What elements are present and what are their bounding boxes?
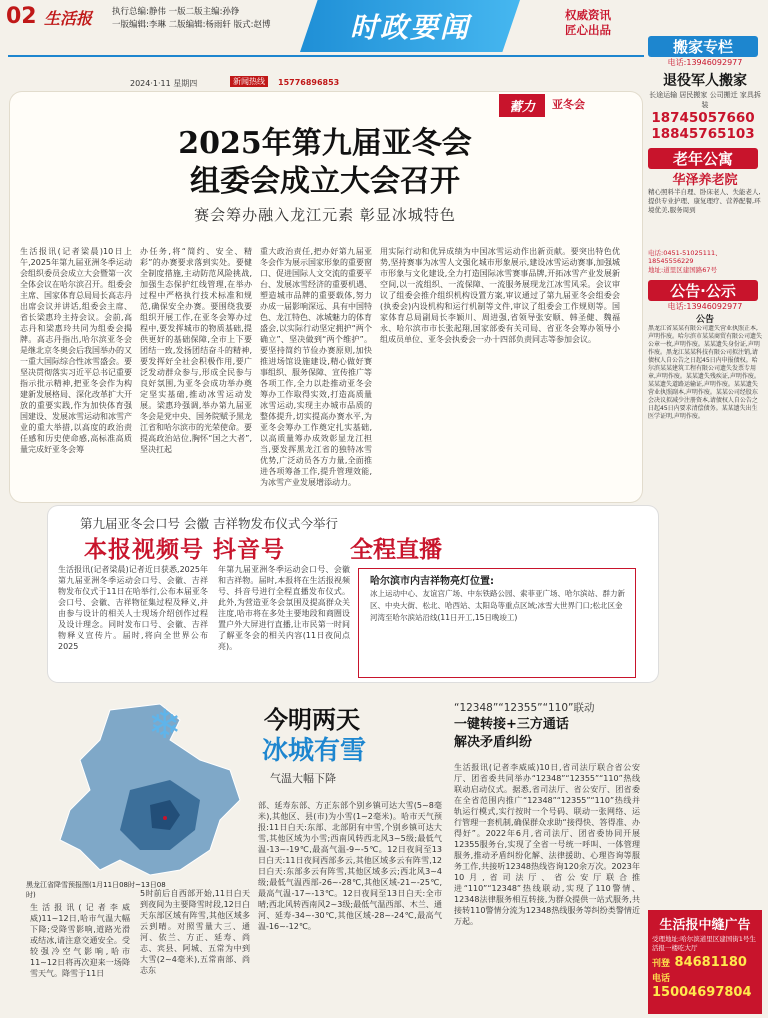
bottom-ad-phone-1: 84681180 bbox=[674, 955, 747, 970]
weather-col-3: 部、延寿东部、方正东部个别乡镇可达大雪(5~8毫米),其他区、县(市)为小雪(1~2毫米)。哈市天气预报:11日白天:东部、北部阴有中雪,个别乡镇可达大雪,其他区域为小雪;西南风转西北风3~5级;最低气温-13~-19℃,最高气温-9~-5℃。12日夜间至13日白天:11日夜间西部多云,其他区域多云有阵雪,12日白天:东部多云有阵雪,其他区域多云;西北风3~4级;最低气温西部-26~-28℃,其他区域-21~-25℃,最高气温-17~-13℃。12日夜间至13日白天:全市晴;西北风转西南风2~3级;最低气温西部、木兰、通河、延寿-34~-30℃,其他区域-28~-24℃,最高气温-16~-12℃。 bbox=[258, 801, 442, 931]
editors-line-1: 执行总编:静伟 一版二版主编:孙铮 bbox=[112, 7, 240, 17]
contact-headline-2: 解决矛盾纠纷 bbox=[454, 735, 533, 750]
header-rule bbox=[8, 55, 644, 57]
live-headline-highlight: 全程直播 bbox=[350, 537, 442, 563]
elder-address: 地址:道里区建国路67号 bbox=[648, 266, 717, 274]
notice-head: 公告 bbox=[695, 315, 714, 325]
contact-kicker: “12348”“12355”“110”联动 bbox=[454, 702, 595, 714]
lead-col-2: 办任务,将“简约、安全、精彩”的办赛要求落到实处。要健全制度措施,主动防范风险挑战,加强生态保护红线管理,在举办过程中严格执行技术标准和规范,确保安全办赛。要围绕我要组织开展工作,在亚冬会筹办过程中,要发挥城市的物质基础,提供更好的基础保障,全市上下要团结一致,发扬团结奋斗的精神,要发挥好全社会积极作用,要广泛发动群众参与,形成全民参与良好氛围,为亚冬会成功举办奠定坚实基础,推动冰雪运动发展。梁惠玲强调,举办第九届亚冬会是党中央、国务院赋予黑龙江省和哈尔滨市的光荣使命。要提高政治站位,胸怀“国之大者”,坚决扛起 bbox=[140, 247, 252, 454]
lead-col-1: 生活报讯(记者梁晨)10日上午,2025年第九届亚洲冬季运动会组织委员会成立大会暨第一次全体会议在哈尔滨召开。组委会主席、国家体育总局局长高志丹出席会议并讲话,组委会主席、省长梁惠玲主持会议。会前,高志丹和梁惠玲共同为组委会揭牌。高志丹指出,哈尔滨亚冬会是继北京冬奥会后我国举办的又一重大国际综合性冰雪盛会。要坚决贯彻落实习近平总书记重要指示批示精神,把亚冬会作为构建新发展格局、深化改革扩大开放的重要实践,作为加快体育强国建设、发展冰雪运动和冰雪产业的重大举措,以高度的政治责任感和历史使命感,高标准高质量完成好亚冬会筹 bbox=[20, 247, 132, 454]
live-headline: 本报视频号 抖音号 bbox=[84, 537, 286, 563]
harbin-marker bbox=[163, 816, 167, 820]
weather-col-1: 生活报讯(记者李威威)11~12日,哈市气温大幅下降;受降雪影响,道路光滑或结冰,请注意交通安全。受较强冷空气影响,哈市11~12日将再次迎来一场降雪天气。降雪于11日 bbox=[30, 903, 130, 978]
notice-body: 黑龙江省某某有限公司遗失营业执照正本,声明作废。哈尔滨市某某商贸有限公司遗失公章一枚,声明作废。某某遗失身份证,声明作废。黑龙江某某科技有限公司拟注销,请债权人自公告之日起45日内申报债权。哈尔滨某某建筑工程有限公司遗失发票专用章,声明作废。某某遗失残疾证,声明作废。某某遗失道路运输证,声明作废。某某遗失营业执照副本,声明作废。某某公司经股东会决议拟减少注册资本,请债权人自公告之日起45日内要求清偿债务。某某遗失出生医学证明,声明作废。 bbox=[648, 325, 762, 420]
live-col-1: 生活报讯(记者梁晨)记者近日获悉,2025年第九届亚洲冬季运动会口号、会徽、吉祥物发布仪式于11日在哈举行,公布本届亚冬会口号、会徽、吉祥物征集过程及释义,并由参与设计的相关人士现场介绍创作过程及设计理念。同时发布口号、会徽、吉祥物释义宣传片。届时,将向全世界公布2025 bbox=[58, 565, 208, 651]
slogan bbox=[565, 8, 611, 38]
elder-name: 华泽养老院 bbox=[672, 173, 738, 188]
elder-phone: 电话:0451-51025111、18545556229 bbox=[648, 249, 722, 265]
bottom-ad-tel-label-2: 电话 bbox=[652, 974, 671, 984]
brand-logo: 生活报 bbox=[44, 9, 93, 28]
move-phone-1: 18745057660 bbox=[651, 110, 755, 126]
weather-subtitle: 气温大幅下降 bbox=[270, 772, 336, 785]
lead-badge-sub: 亚冬会 bbox=[552, 98, 585, 111]
bottom-ad bbox=[648, 910, 762, 1014]
bottom-ad-phone-2: 15004697804 bbox=[652, 985, 752, 1000]
lead-headline-line-1: 2025年第九届亚冬会 bbox=[178, 126, 472, 161]
location-box-title: 哈尔滨市内吉祥物亮灯位置: bbox=[370, 576, 494, 587]
lead-subhead: 赛会筹办融入龙江元素 彰显冰城特色 bbox=[194, 206, 456, 224]
hotline-number: 15776896853 bbox=[278, 78, 340, 87]
move-desc: 长途运输 居民搬家 公司搬迁 家具拆装 bbox=[649, 91, 761, 109]
notice-phone: 电话:13946092977 bbox=[667, 302, 743, 311]
editors-line-2: 一版编辑:李琳 二版编辑:杨雨轩 版式:赵博 bbox=[112, 20, 271, 30]
live-kicker: 第九届亚冬会口号 会徽 吉祥物发布仪式今举行 bbox=[80, 516, 338, 531]
weather-title-1: 今明两天 bbox=[264, 706, 360, 734]
notice-title: 公告·公示 bbox=[648, 280, 758, 301]
contact-body: 生活报讯(记者李威威)10日,省司法厅联合省公安厅、团省委共同举办“12348”“12355”“110”热线联动启动仪式。据悉,省司法厅、省公安厅、团省委在全省范围内推广“12348”“12355”“110”热线并轨运行模式,实行按时一个号码、联动一张网络、运行管理一套机制,确保群众求助“接得快、答得准、办得好”。2022年6月,省司法厅、团省委协同开展12355服务台,实现了全省一号统一呼叫、一体管理服务,推动矛盾纠纷化解、法律援助、心理咨询等服务工作,共接听12348热线咨询120余万次。2023年10月,省司法厅、省公安厅联合推进“110”“12348”热线联动,实现了110警情、12348法律服务相互转接,为群众提供一站式服务,共接转110警情分流为12348热线服务等纠纷类警情近万起。 bbox=[454, 763, 640, 926]
lead-headline bbox=[60, 125, 590, 201]
ads-top-title: 搬家专栏 bbox=[648, 36, 758, 57]
elder-title: 老年公寓 bbox=[648, 148, 758, 169]
weather-col-2: 5时前后自西部开始,11日白天到夜间为主要降雪时段,12日白天东部区域有阵雪,其他区域多云到晴。对照雪量大三、通河、依兰、方正、延寿、尚志、宾县、阿城、五常为中到大雪(2~4毫米),五常南部、尚志东 bbox=[140, 889, 250, 975]
elder-desc: 精心照料半自理、卧床老人、失能老人,提供专业护理、康复理疗、营养配餐,环境优美,服务周到 bbox=[648, 188, 761, 214]
lead-col-4: 用实际行动和优异成绩为中国冰雪运动作出新贡献。要突出特色优势,坚持赛事为冰雪人文强化城市形象展示,建设冰雪运动赛事,加强城市形象与文化建设,全力打造国际冰雪赛事品牌,开拓冰雪产业发展新空间,以一流组织、一流保障、一流服务展现龙江冰雪风采。会议审议了组委会推介组织机构设置方案,审议通过了第九届亚冬会组委会(执委会)内设机构和运行机制等文件,审议了组委会工作规则等。国家体育总局副局长李颖川、周进强,省领导张安顺、韩圣健、魏福永、哈尔滨市市长张起翔,国家部委有关司局、省亚冬会筹办领导小组成员单位、亚冬会执委会一办十四部负责同志等参加会议。 bbox=[380, 247, 620, 344]
hotline-label: 新闻热线 bbox=[230, 76, 268, 87]
weather-title-2: 冰城有雪 bbox=[262, 736, 367, 766]
section-title: 时政要闻 bbox=[349, 11, 470, 44]
dateline: 2024·1·11 星期四 bbox=[130, 79, 198, 88]
lead-headline-line-2: 组委会成立大会召开 bbox=[190, 164, 460, 199]
slogan-line-1: 权威资讯 bbox=[565, 8, 611, 22]
bottom-ad-title: 生活报中缝广告 bbox=[659, 918, 751, 933]
location-box-body: 冰上运动中心、友谊宫广场、中东铁路公园、索菲亚广场、哈尔滨站、群力新区、中央大街、松北、哈西站、太阳岛等重点区域;冰雪大世界门口;松北区金河湾至哈尔滨站沿线(11日开工,15日晚竣工) bbox=[370, 589, 625, 622]
weather-map bbox=[20, 700, 250, 896]
ads-column bbox=[648, 36, 762, 1014]
contact-headline bbox=[454, 716, 569, 752]
ads-top-phone: 电话:13946092977 bbox=[667, 58, 743, 67]
editor-credits bbox=[112, 6, 271, 32]
bottom-ad-tel-label-1: 刊登 bbox=[652, 959, 671, 969]
contact-headline-1: 一键转接+三方通话 bbox=[454, 717, 569, 732]
lead-col-3: 重大政治责任,把办好第九届亚冬会作为展示国家形象的重要窗口、促进国际人文交流的重要平台、发展冰雪经济的重要机遇、塑造城市品牌的重要载体,努力办成一届影响深远、具有中国特色、龙江特色、冰城魅力的体育盛会,以实际行动坚定拥护“两个确立”、坚决做到“两个维护”。要坚持简约节俭办赛原则,加快推进场馆设施建设,精心做好赛事组织、服务保障、宣传推广等各项工作,全力以赴推动亚冬会筹办工作取得实效,打造高质量冰雪运动,实现主办城市品质的整体提升,切实提高办赛水平,为亚冬会筹办工作奠定扎实基础,以高质量筹办成效彰显龙江担当,要发挥黑龙江省的独特冰雪优势,广泛动员各方力量,全面推进各项筹备工作,提升管理效能,为冰雪产业发展增添动力。 bbox=[260, 247, 372, 487]
bottom-ad-address: 受理地址:哈尔滨道里区建国街1号生活报一楼吃大厅 bbox=[652, 935, 756, 952]
move-title: 退役军人搬家 bbox=[663, 73, 747, 89]
slogan-line-2: 匠心出品 bbox=[565, 23, 611, 37]
live-col-2: 年第九届亚洲冬季运动会口号、会徽和吉祥物。届时,本报将在生活报视频号、抖音号进行全程直播发布仪式。此外,为营造亚冬会氛围及提高群众关注度,哈市将在多处主要地段和商圈设置户外大屏进行直播,让市民第一时间了解亚冬会的相关内容(11日夜间点亮)。 bbox=[218, 565, 350, 651]
lead-badge: 蓄力 bbox=[499, 94, 545, 117]
move-phone-2: 18845765103 bbox=[651, 126, 755, 142]
snowflake-icon: ❄ bbox=[148, 702, 182, 748]
map-caption: 黑龙江省降雪预报图(1月11日08时~13日08时) bbox=[26, 881, 166, 899]
page-number: 02 bbox=[6, 4, 37, 29]
